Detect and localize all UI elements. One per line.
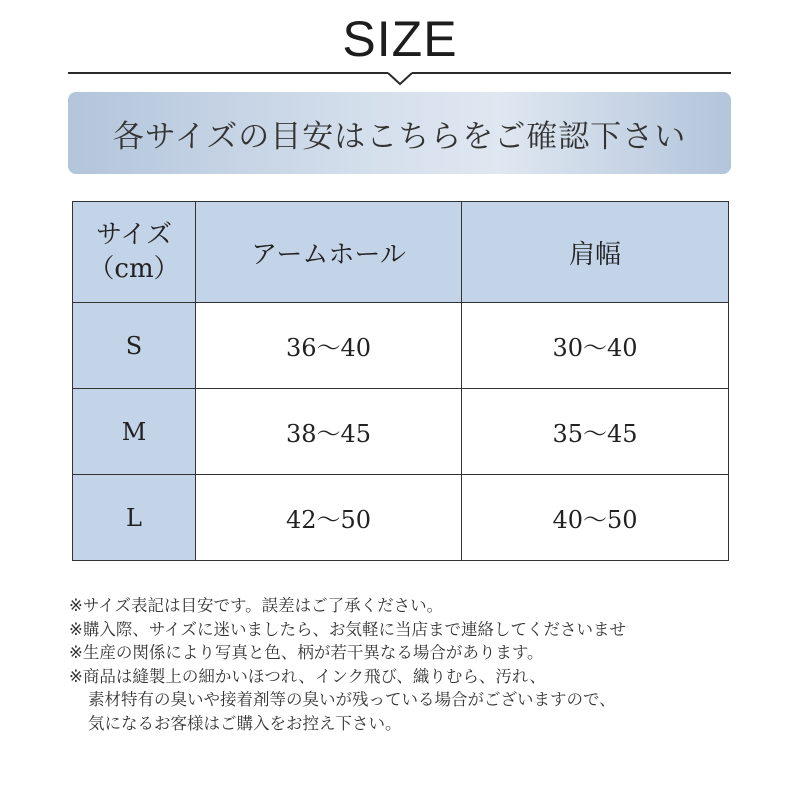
- table-row: [73, 475, 729, 561]
- size-label: S: [73, 303, 196, 389]
- size-label: L: [73, 475, 196, 561]
- header-unit-text: （cm）: [88, 254, 180, 284]
- header-size-label: [73, 202, 196, 303]
- shoulder-value: 40〜50: [462, 475, 729, 561]
- note-line-continued: 気になるお客様はご購入をお控え下さい。: [88, 713, 402, 733]
- armhole-value: 42〜50: [196, 475, 462, 561]
- header-armhole: アームホール: [196, 202, 462, 303]
- guide-banner: [68, 92, 731, 174]
- page-title: SIZE: [342, 11, 458, 67]
- table-header-row: [73, 202, 729, 303]
- notes-section: [69, 594, 769, 735]
- header-size-text: サイズ: [96, 220, 172, 250]
- banner-text: 各サイズの目安はこちらをご確認下さい: [112, 118, 687, 155]
- armhole-value: 36〜40: [196, 303, 462, 389]
- note-line: ※生産の関係により写真と色、柄が若干異なる場合があります。: [69, 643, 544, 662]
- table-row: [73, 389, 729, 475]
- size-label: M: [73, 389, 196, 475]
- armhole-value: 38〜45: [196, 389, 462, 475]
- note-line-continued: 素材特有の臭いや接着剤等の臭いが残っている場合がございますので、: [88, 690, 616, 709]
- note-line: ※購入際、サイズに迷いましたら、お気軽に当店まで連絡してくださいませ: [69, 619, 627, 639]
- divider-notch-icon: [388, 72, 412, 86]
- header-shoulder: 肩幅: [462, 202, 729, 303]
- note-line: ※商品は縫製上の細かいほつれ、インク飛び、織りむら、汚れ、: [69, 666, 546, 686]
- note-line: ※サイズ表記は目安です。誤差はご了承ください。: [69, 596, 444, 615]
- shoulder-value: 35〜45: [462, 389, 729, 475]
- shoulder-value: 30〜40: [462, 303, 729, 389]
- table-row: [73, 303, 729, 389]
- size-table: [72, 201, 729, 561]
